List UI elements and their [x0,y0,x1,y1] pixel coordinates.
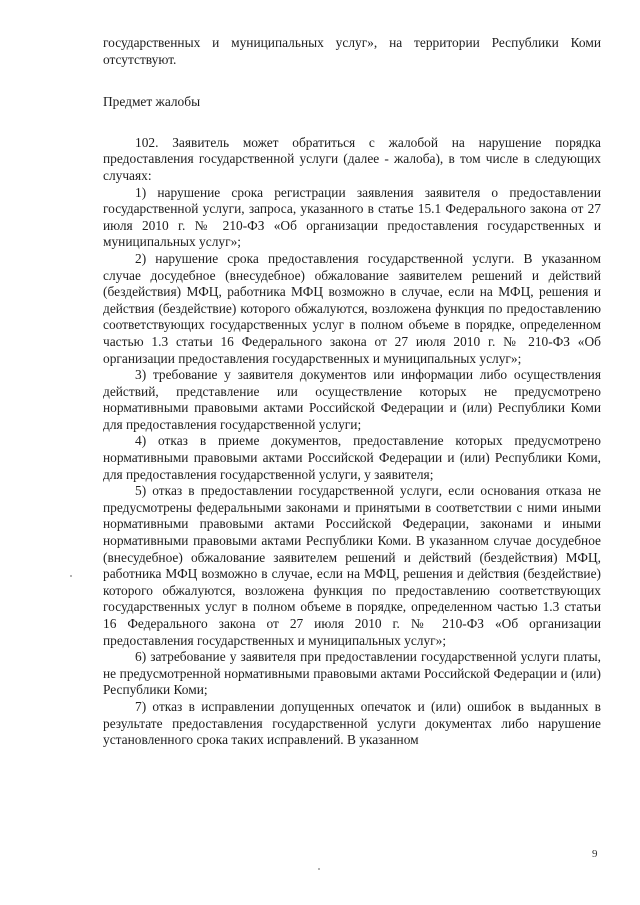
list-item-6: 6) затребование у заявителя при предоставлении государственной услуги платы, не предусмотренной нормативными правовыми актами Российской Федерации и (или) Республики Коми; [103,649,601,698]
lead-paragraph: государственных и муниципальных услуг», на территории Республики Коми отсутствуют. [103,35,601,67]
scan-speck [318,868,320,870]
document-body [103,35,601,749]
list-item-4: 4) отказ в приеме документов, предоставление которых предусмотрено нормативными правовыми актами Российской Федерации и (или) Республики Коми, для предоставления государственной услуги, у заявителя; [103,433,601,482]
list-item-1: 1) нарушение срока регистрации заявления заявителя о предоставлении государственной услуги, запроса, указанного в статье 15.1 Федерального закона от 27 июля 2010 г. № 210-ФЗ «Об организации предоставления государственных и муниципальных услуг»; [103,184,601,250]
list-item-2: 2) нарушение срока предоставления государственной услуги. В указанном случае досудебное (внесудебное) обжалование заявителем решений и действий (бездействия) МФЦ, работника МФЦ возможно в случае, если на МФЦ, решения и действия (бездействие) которого обжалуются, возложена функция по предоставлению соответствующих государственных услуг в полном объеме в порядке, определенном частью 1.3 статьи 16 Федерального закона от 27 июля 2010 г. № 210-ФЗ «Об организации предоставления государственных и муниципальных услуг»; [103,250,601,366]
list-item-3: 3) требование у заявителя документов или информации либо осуществления действий, представление или осуществление которых не предусмотрено нормативными правовыми актами Российской Федерации и (или) Республики Коми для предоставления государственной услуги; [103,367,601,432]
scan-speck [70,575,72,577]
list-item-5: 5) отказ в предоставлении государственной услуги, если основания отказа не предусмотрены федеральными законами и принятыми в соответствии с ними иными нормативными правовыми актами Российской Федерации, законами и иными нормативными правовыми актами Республики Коми. В указанном случае досудебное (внесудебное) обжалование заявителем решений и действий (бездействия) МФЦ, работника МФЦ возможно в случае, если на МФЦ, решения и действия (бездействие) которого обжалуются, возложена функция по предоставлению соответствующих государственных услуг в полном объеме в порядке, определенном частью 1.3 статьи 16 Федерального закона от 27 июля 2010 г. № 210-ФЗ «Об организации предоставления государственных и муниципальных услуг»; [103,483,601,648]
list-item-7: 7) отказ в исправлении допущенных опечаток и (или) ошибок в выданных в результате предоставления государственной услуги документах либо нарушение установленного срока таких исправлений. В указанном [103,698,601,748]
section-heading: Предмет жалобы [103,94,201,110]
page-number: 9 [592,848,598,860]
intro-paragraph: 102. Заявитель может обратиться с жалобой на нарушение порядка предоставления государственной услуги (далее - жалоба), в том числе в следующих случаях: [103,134,601,183]
